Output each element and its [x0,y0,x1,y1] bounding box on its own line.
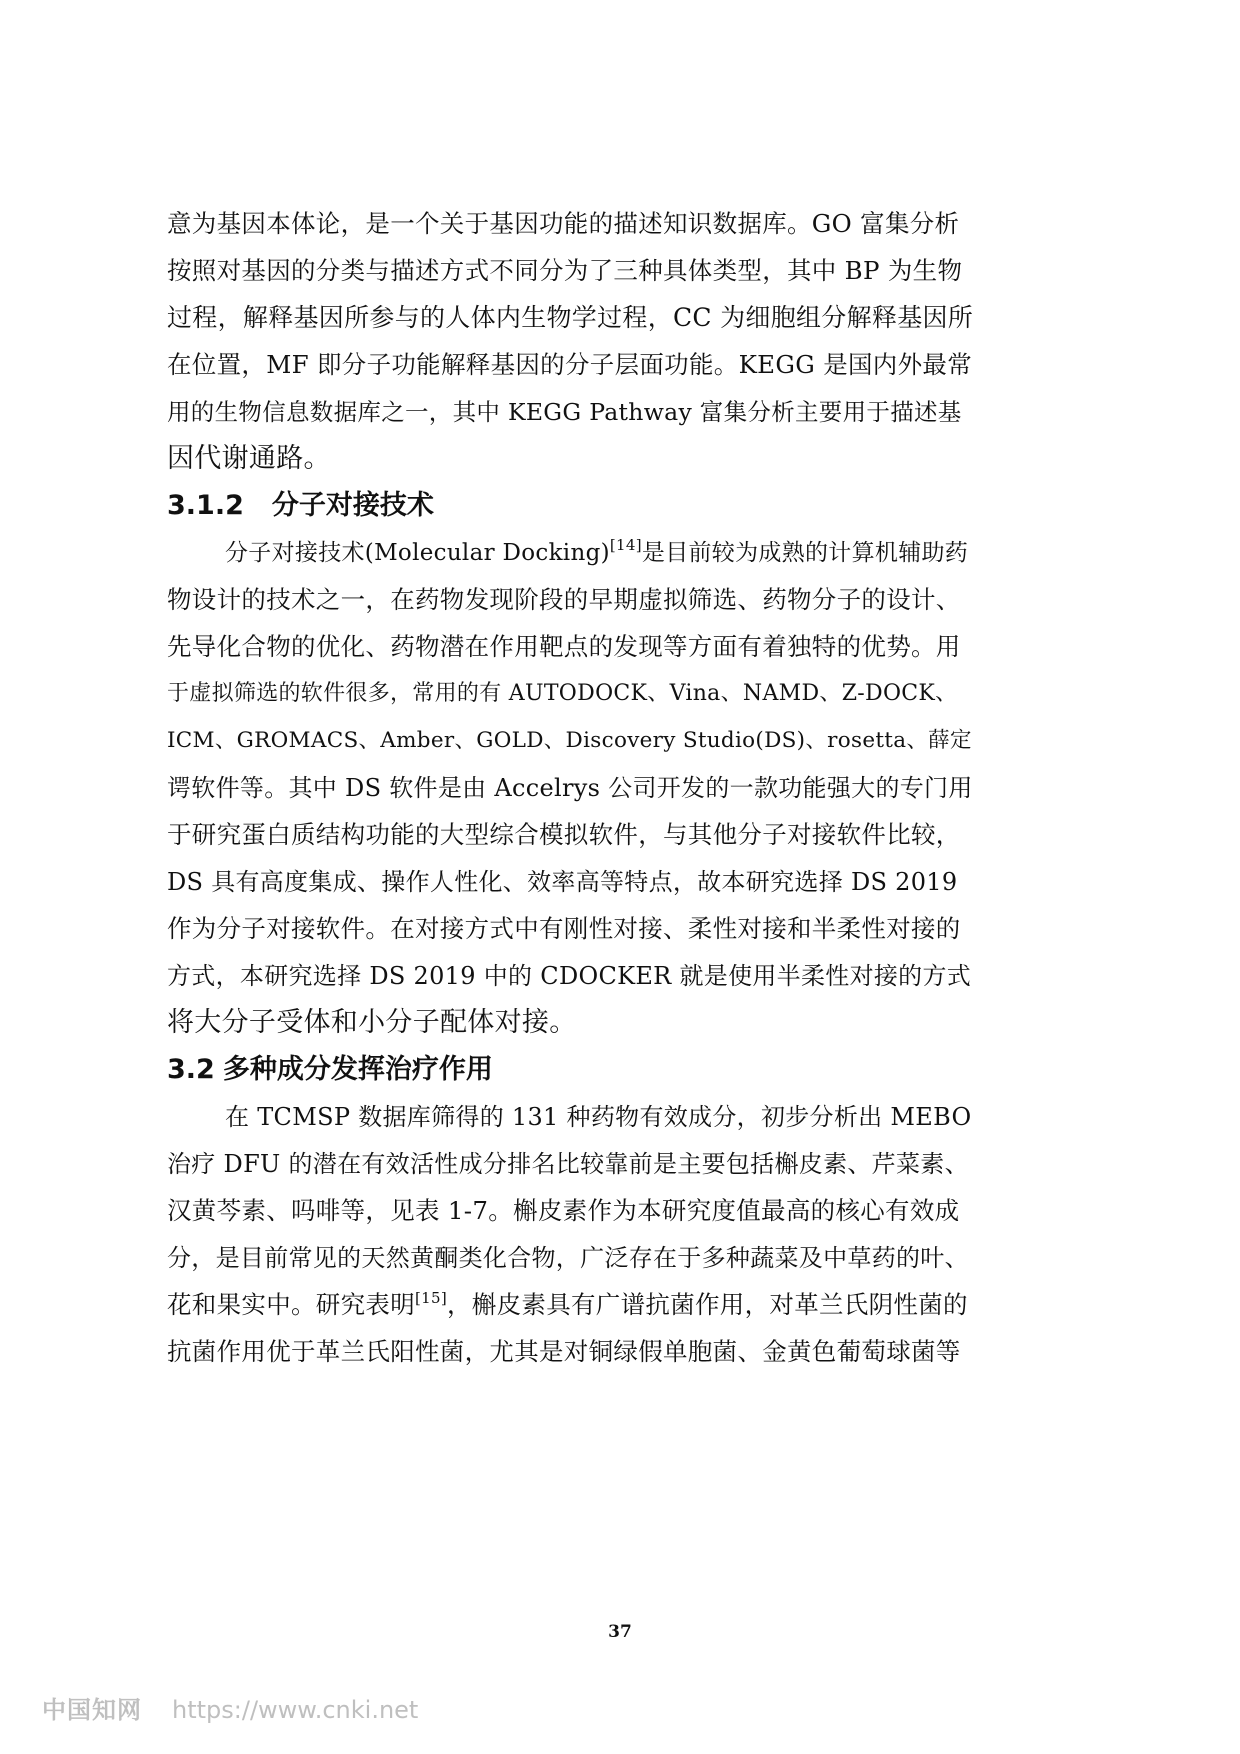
body-line [225,536,968,570]
body-line: DS 具有高度集成、操作人性化、效率高等特点，故本研究选择 DS 2019 [167,868,958,896]
section-number: 3.2 [167,1054,215,1085]
watermark-logo: 中国知网 [42,1696,142,1724]
body-line: 谔软件等。其中 DS 软件是由 Accelrys 公司开发的一款功能强大的专门用 [167,774,973,802]
text-run: 花和果实中。研究表明 [167,1290,415,1319]
section-title: 多种成分发挥治疗作用 [222,1054,493,1085]
text-run: 分子对接技术(Molecular Docking) [225,540,610,566]
body-line: 过程，解释基因所参与的人体内生物学过程，CC 为细胞组分解释基因所 [167,303,974,332]
body-line: ICM、GROMACS、Amber、GOLD、Discovery Studio(DS)、rosetta、薛定 [167,728,972,753]
body-line: 用的生物信息数据库之一，其中 KEGG Pathway 富集分析主要用于描述基 [167,398,962,426]
page-number: 37 [608,1622,632,1642]
body-line [167,1288,968,1322]
section-heading-3-1-2 [167,489,434,523]
body-line: 在 TCMSP 数据库筛得的 131 种药物有效成分，初步分析出 MEBO [225,1103,972,1131]
section-heading-3-2 [167,1053,493,1087]
watermark-url: https://www.cnki.net [172,1696,419,1724]
text-run: 是目前较为成熟的计算机辅助药 [641,540,969,566]
body-line: 方式，本研究选择 DS 2019 中的 CDOCKER 就是使用半柔性对接的方式 [167,962,972,990]
cnki-watermark [42,1690,418,1725]
body-line: 意为基因本体论，是一个关于基因功能的描述知识数据库。GO 富集分析 [167,209,960,238]
body-line: 抗菌作用优于革兰氏阳性菌，尤其是对铜绿假单胞菌、金黄色葡萄球菌等 [167,1337,961,1366]
body-line: 先导化合物的优化、药物潜在作用靶点的发现等方面有着独特的优势。用 [167,632,961,661]
body-line: 分，是目前常见的天然黄酮类化合物，广泛存在于多种蔬菜及中草药的叶、 [167,1244,969,1272]
body-line: 将大分子受体和小分子配体对接。 [167,1007,577,1038]
citation-ref: [15] [415,1289,447,1307]
body-line: 物设计的技术之一，在药物发现阶段的早期虚拟筛选、药物分子的设计、 [167,585,961,614]
body-line: 在位置，MF 即分子功能解释基因的分子层面功能。KEGG 是国内外最常 [167,350,972,379]
citation-ref: [14] [609,536,642,554]
section-number: 3.1.2 [167,490,244,521]
body-line: 于虚拟筛选的软件很多，常用的有 AUTODOCK、Vina、NAMD、Z-DOCK、 [167,681,958,706]
body-line: 于研究蛋白质结构功能的大型综合模拟软件，与其他分子对接软件比较， [167,820,961,849]
body-line: 因代谢通路。 [167,443,331,474]
body-line: 按照对基因的分类与描述方式不同分为了三种具体类型，其中 BP 为生物 [167,256,963,285]
section-title: 分子对接技术 [271,490,434,521]
body-line: 治疗 DFU 的潜在有效活性成分排名比较靠前是主要包括槲皮素、芹菜素、 [167,1150,969,1178]
body-line: 汉黄芩素、吗啡等，见表 1-7。槲皮素作为本研究度值最高的核心有效成 [167,1196,960,1225]
text-run: ，槲皮素具有广谱抗菌作用，对革兰氏阴性菌的 [447,1290,968,1319]
body-line: 作为分子对接软件。在对接方式中有刚性对接、柔性对接和半柔性对接的 [167,914,961,943]
